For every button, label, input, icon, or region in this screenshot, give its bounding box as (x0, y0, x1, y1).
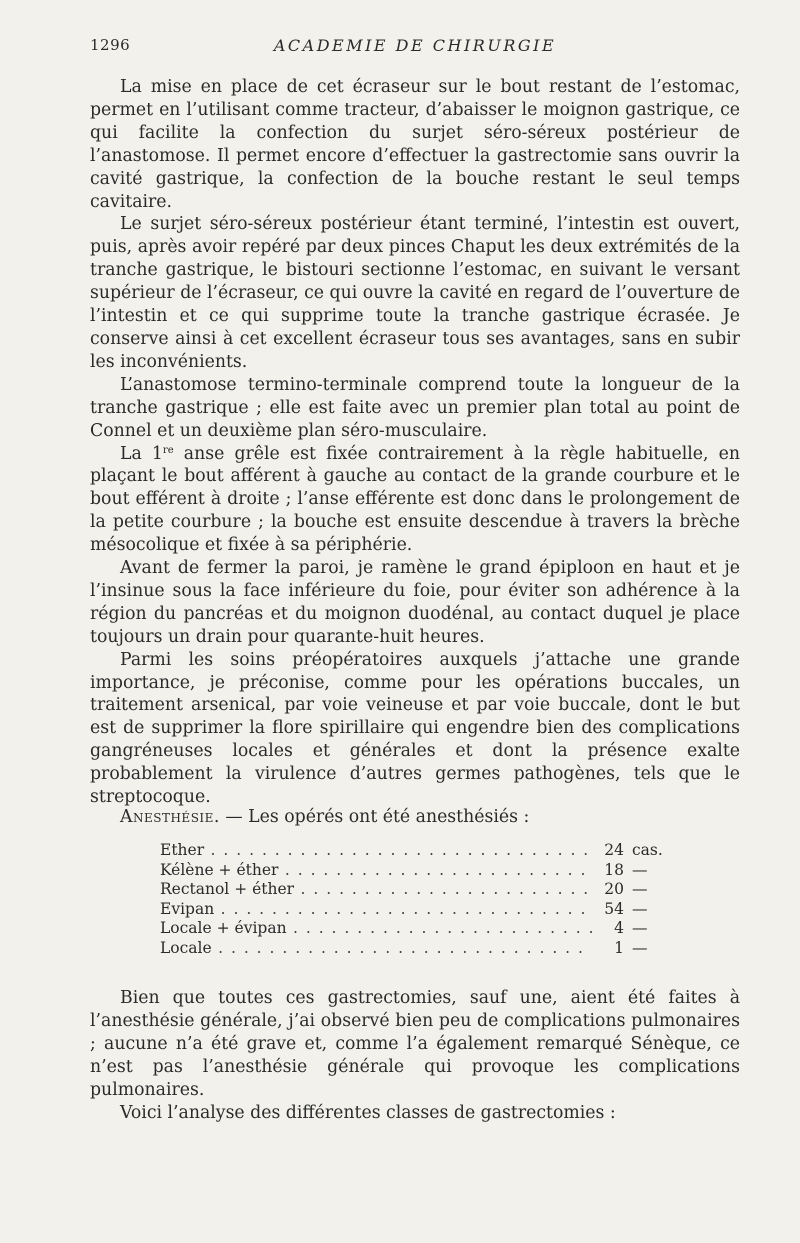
paragraph-ecraseur: La mise en place de cet écraseur sur le bout restant de l’estomac, permet en l’utilisant comme tracteur, d’abaisser le moignon gastrique, ce qui facilite la confection du surjet séro-séreux postérieur de l’anastomose. Il permet encore d’effectuer la gastrectomie sans ouvrir la cavité gastrique, la confection de la bouche restant le seul temps cavitaire. (90, 77, 740, 212)
row-unit: — (632, 899, 648, 918)
paragraph-paroi: Avant de fermer la paroi, je ramène le grand épiploon en haut et je l’insinue sous la face inférieure du foie, pour éviter son adhérence à la région du pancréas et du moignon duodénal, au contact duquel je place toujours un drain pour quarante-huit heures. (90, 558, 740, 647)
row-count: 18 (592, 861, 624, 881)
table-row (160, 861, 672, 881)
table-row (160, 841, 672, 861)
anesthesia-heading: Anesthésie. (120, 807, 220, 827)
running-head: ACADEMIE DE CHIRURGIE (273, 36, 557, 55)
row-count: 20 (592, 880, 624, 900)
row-label: Rectanol + éther . . . (160, 880, 595, 900)
row-unit: — (632, 880, 648, 899)
anesthesia-section (90, 806, 740, 829)
table-row (160, 919, 672, 939)
anesthesia-table (160, 841, 672, 959)
row-unit: — (632, 938, 648, 957)
row-unit: — (632, 860, 648, 879)
row-count: 54 (592, 900, 624, 920)
paragraph-soins: Parmi les soins préopératoires auxquels j’attache une grande importance, je préconise, comme pour les opérations buccales, un traitement arsenical, par voie veineuse et par voie buccale, dont le but est de supprimer la flore spirillaire qui engendre bien des complications gangréneuses locales et générales et dont la présence exalte probablement la virulence d’autres germes pathogènes, tels que le streptocoque. (90, 649, 740, 808)
paragraph-complications: Bien que toutes ces gastrectomies, sauf une, aient été faites à l’anesthésie générale, j’ai observé bien peu de complications pulmonaires ; aucune n’a été grave et, comme l’a également remarqué Sénèque, ce n’est pas l’anesthésie générale qui provoque les complications pulmonaires. (90, 988, 740, 1100)
anesthesia-intro (90, 806, 740, 829)
body-text (90, 76, 740, 809)
anesthesia-intro-text: — Les opérés ont été anesthésiés : (219, 807, 530, 827)
anse-start: La 1 (120, 443, 163, 464)
table-row (160, 900, 672, 920)
row-label: Locale + évipan . . . (160, 919, 595, 939)
anse-superscript: re (162, 444, 174, 456)
paragraph-anse (90, 443, 740, 558)
row-label: Evipan . . . (160, 900, 595, 920)
row-count: 4 (592, 919, 624, 939)
row-unit: cas. (632, 841, 663, 859)
table-row (160, 939, 672, 959)
row-label: Kélène + éther . . . (160, 861, 595, 881)
paragraph-anastomose: L’anastomose termino-terminale comprend toute la longueur de la tranche gastrique ; elle est faite avec un premier plan total au point de Connel et un deuxième plan séro-musculaire. (90, 374, 740, 441)
row-label: Ether . . . (160, 841, 595, 861)
anse-rest: anse grêle est fixée contrairement à la règle habituelle, en plaçant le bout afférent à gauche au contact de la grande courbure et le bout efférent à droite ; l’anse efférente est donc dans le prolongement de la petite courbure ; la bouche est ensuite descendue à travers la brèche mésocolique et fixée à sa périphérie. (90, 443, 740, 556)
paragraph-surjet: Le surjet séro-séreux postérieur étant terminé, l’intestin est ouvert, puis, après avoir repéré par deux pinces Chaput les deux extrémités de la tranche gastrique, le bistouri sectionne l’estomac, en suivant le versant supérieur de l’écraseur, ce qui ouvre la cavité en regard de l’ouverture de l’intestin et ce qui supprime toute la tranche gastrique écrasée. Je conserve ainsi à cet excellent écraseur tous ses avantages, sans en subir les inconvénients. (90, 214, 740, 372)
page-number: 1296 (90, 36, 131, 54)
page-header (90, 36, 740, 60)
paragraph-analyse: Voici l’analyse des différentes classes de gastrectomies : (120, 1102, 616, 1123)
row-unit: — (632, 919, 648, 938)
row-label: Locale . . . (160, 939, 595, 959)
closing-text (90, 987, 740, 1124)
row-count: 1 (592, 939, 624, 959)
table-row (160, 880, 672, 900)
row-count: 24 (592, 841, 624, 861)
